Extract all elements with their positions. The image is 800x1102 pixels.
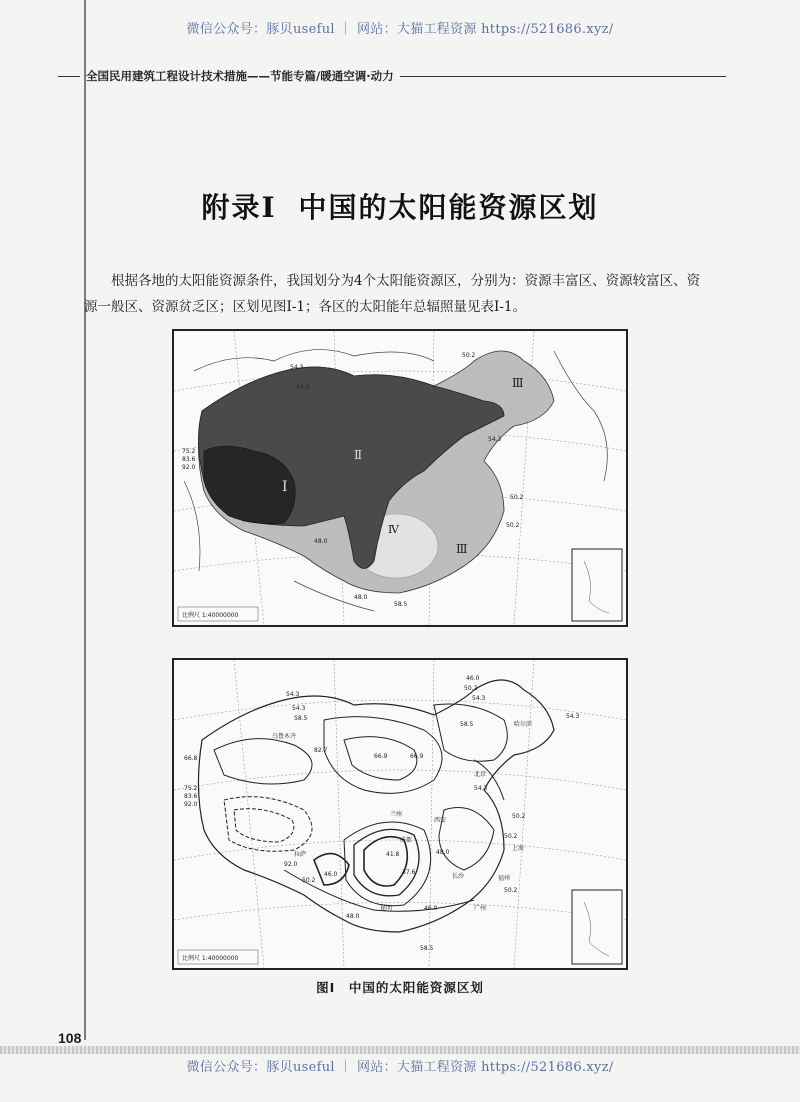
zone-label-iv: Ⅳ bbox=[388, 523, 399, 536]
city-label: 长沙 bbox=[452, 873, 465, 880]
map2-value: 54.3 bbox=[472, 695, 486, 702]
zone-map-svg bbox=[174, 331, 626, 625]
map2-value: 46.0 bbox=[424, 905, 438, 912]
map2-value: 54.3 bbox=[474, 785, 488, 792]
page-number: 108 bbox=[58, 1030, 82, 1046]
city-label: 西安 bbox=[434, 817, 447, 824]
map2-inset bbox=[572, 890, 622, 964]
city-label: 乌鲁木齐 bbox=[272, 733, 297, 740]
map2-value: 46.0 bbox=[324, 871, 338, 878]
map1-value: 54.3 bbox=[290, 364, 304, 371]
map2-value: 58.5 bbox=[294, 715, 308, 722]
isoline-map-svg bbox=[174, 660, 626, 968]
map2-value: 50.2 bbox=[302, 877, 316, 884]
intro-paragraph: 根据各地的太阳能资源条件，我国划分为4个太阳能资源区，分别为：资源丰富区、资源较富区、资源一般区、资源贫乏区；区划见图Ⅰ-1；各区的太阳能年总辐照量见表Ⅰ-1。 bbox=[84, 273, 701, 315]
map2-value: 82.7 bbox=[314, 747, 328, 754]
map1-value: 75.2 bbox=[182, 448, 196, 455]
map2-value: 50.2 bbox=[504, 887, 518, 894]
map1-value: 48.0 bbox=[314, 538, 328, 545]
map1-value: 58.5 bbox=[394, 601, 408, 608]
figure-caption: 图Ⅰ 中国的太阳能资源区划 bbox=[316, 980, 484, 995]
zone-label-iii-south: Ⅲ bbox=[456, 542, 468, 556]
map2-value: 46.0 bbox=[466, 675, 480, 682]
map1-value: 50.2 bbox=[510, 494, 524, 501]
watermark-bottom: 微信公众号：豚贝useful ｜ 网站：大猫工程资源 https://521686.xyz/ bbox=[186, 1060, 614, 1075]
map2-value: 92.0 bbox=[184, 801, 198, 808]
isoline-map-figure bbox=[172, 658, 628, 970]
map2-value: 66.8 bbox=[184, 755, 198, 762]
header-rule-left bbox=[58, 76, 80, 77]
isolines bbox=[214, 704, 507, 911]
map1-value: 54.3 bbox=[488, 436, 502, 443]
title-part1: 附录Ⅰ bbox=[201, 191, 277, 224]
city-label: 上海 bbox=[512, 845, 525, 852]
city-label: 广州 bbox=[474, 905, 487, 912]
map2-value: 83.6 bbox=[184, 793, 198, 800]
page-binding-rule bbox=[84, 0, 86, 1040]
zone-label-ii: Ⅱ bbox=[354, 448, 363, 462]
map2-value: 54.3 bbox=[566, 713, 580, 720]
map2-value: 48.0 bbox=[436, 849, 450, 856]
map1-legend: 比例尺 1:40000000 bbox=[182, 612, 239, 619]
map2-value: 50.2 bbox=[504, 833, 518, 840]
map2-value: 75.2 bbox=[184, 785, 198, 792]
running-header bbox=[58, 66, 726, 86]
map1-value: 54.3 bbox=[296, 384, 310, 391]
header-rule-right bbox=[400, 76, 726, 77]
city-label: 拉萨 bbox=[294, 851, 307, 858]
map1-value: 50.2 bbox=[506, 522, 520, 529]
zone-label-i: Ⅰ bbox=[282, 479, 288, 495]
city-label: 北京 bbox=[474, 771, 487, 778]
title-part2: 中国的太阳能资源区划 bbox=[298, 191, 599, 224]
zone-map-figure bbox=[172, 329, 628, 627]
city-label: 福州 bbox=[498, 875, 511, 882]
map1-value: 83.6 bbox=[182, 456, 196, 463]
appendix-title bbox=[0, 186, 800, 226]
zone-label-iii-north: Ⅲ bbox=[512, 376, 524, 390]
map1-value: 92.0 bbox=[182, 464, 196, 471]
map1-inset bbox=[572, 549, 622, 621]
map2-value: 58.5 bbox=[460, 721, 474, 728]
map2-value: 41.8 bbox=[386, 851, 400, 858]
header-text: 全国民用建筑工程设计技术措施——节能专篇/暖通空调·动力 bbox=[86, 69, 394, 83]
map2-legend: 比例尺 1:40000000 bbox=[182, 955, 239, 962]
map2-value: 54.3 bbox=[292, 705, 306, 712]
map2-value: 58.5 bbox=[420, 945, 434, 952]
map2-value: 50.2 bbox=[464, 685, 478, 692]
map2-value: 54.3 bbox=[286, 691, 300, 698]
map1-value: 48.0 bbox=[354, 594, 368, 601]
city-label: 成都 bbox=[400, 837, 413, 844]
watermark-top: 微信公众号：豚贝useful ｜ 网站：大猫工程资源 https://521686.xyz/ bbox=[186, 22, 614, 37]
map1-value: 50.2 bbox=[462, 352, 476, 359]
map2-value: 50.2 bbox=[512, 813, 526, 820]
city-label: 兰州 bbox=[390, 811, 403, 818]
map2-value: 37.6 bbox=[402, 869, 416, 876]
map2-value: 66.9 bbox=[410, 753, 424, 760]
map2-value: 48.0 bbox=[346, 913, 360, 920]
city-label: 昆明 bbox=[380, 905, 393, 912]
city-label: 哈尔滨 bbox=[514, 721, 533, 728]
map2-value: 92.0 bbox=[284, 861, 298, 868]
page-bottom-band bbox=[0, 1046, 800, 1054]
map2-value: 66.9 bbox=[374, 753, 388, 760]
